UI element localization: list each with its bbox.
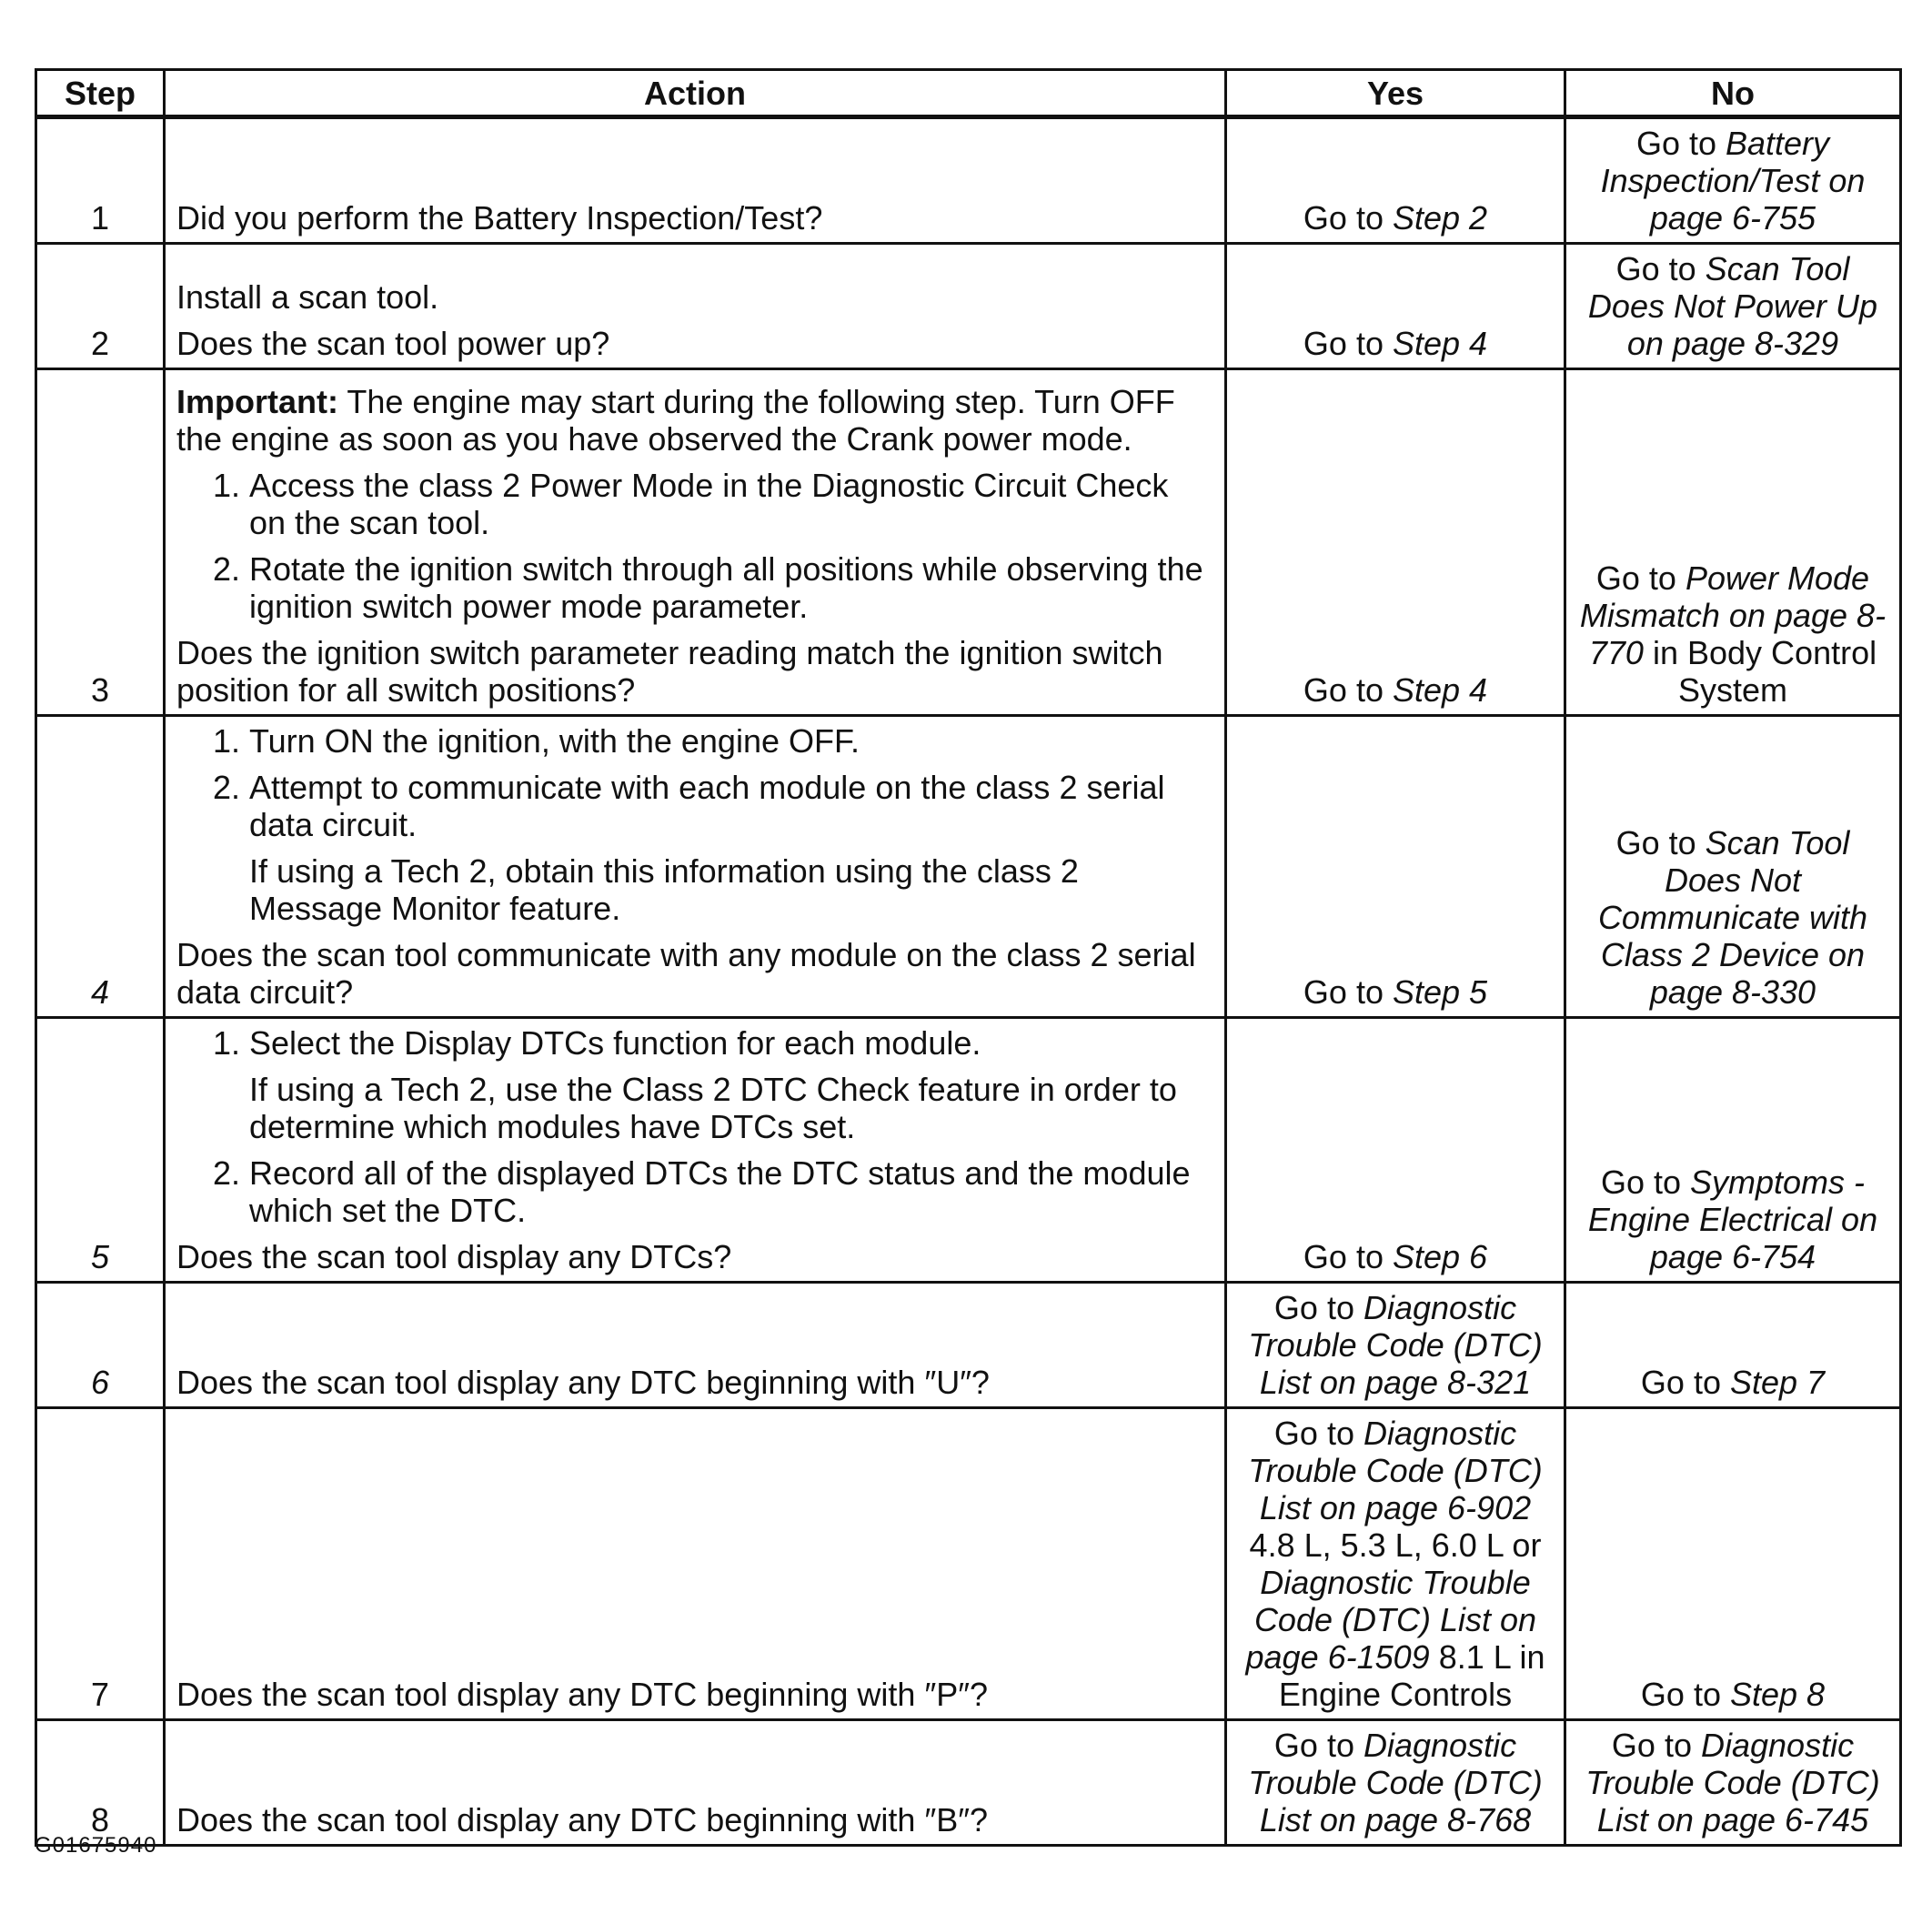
yes-cell	[1226, 1720, 1565, 1846]
important-note	[176, 383, 1213, 458]
step-number: 6	[36, 1283, 165, 1408]
no-prefix: Go to	[1615, 824, 1706, 861]
step-number: 3	[36, 369, 165, 716]
no-prefix: Go to	[1635, 125, 1726, 162]
step-number: 4	[36, 716, 165, 1018]
action-question: Does the scan tool power up?	[176, 325, 610, 362]
header-row	[36, 70, 1901, 117]
no-cell	[1565, 1018, 1901, 1283]
yes-prefix: Go to	[1303, 199, 1393, 237]
item-number: 1.	[212, 1024, 240, 1062]
item-text: Select the Display DTCs function for each module.	[249, 1024, 981, 1062]
header-step: Step	[36, 70, 165, 117]
yes-reference: Diagnostic Trouble Code (DTC) List on page 8-768	[1248, 1727, 1543, 1838]
yes-reference: Step 5	[1392, 973, 1488, 1011]
item-number: 2.	[212, 769, 240, 806]
no-prefix: Go to	[1640, 1364, 1730, 1401]
diagnostic-table	[35, 68, 1902, 1847]
no-cell	[1565, 369, 1901, 716]
yes-middle: 4.8 L, 5.3 L, 6.0 L or	[1249, 1526, 1542, 1564]
yes-cell	[1226, 369, 1565, 716]
no-cell	[1565, 117, 1901, 244]
yes-reference: Step 6	[1392, 1238, 1488, 1275]
yes-cell	[1226, 1283, 1565, 1408]
action-cell	[165, 1018, 1226, 1283]
action-cell	[165, 1408, 1226, 1720]
yes-reference: Diagnostic Trouble Code (DTC) List on page 6-902	[1248, 1415, 1543, 1526]
yes-prefix: Go to	[1273, 1727, 1363, 1764]
header-action: Action	[165, 70, 1226, 117]
no-prefix: Go to	[1595, 559, 1685, 597]
action-question: Does the scan tool display any DTC beginning with ″B″?	[176, 1801, 988, 1838]
yes-cell	[1226, 117, 1565, 244]
action-cell	[165, 1283, 1226, 1408]
yes-cell	[1226, 244, 1565, 369]
numbered-item	[176, 769, 1213, 843]
table-row	[36, 117, 1901, 244]
action-cell	[165, 244, 1226, 369]
no-cell	[1565, 1720, 1901, 1846]
action-question: Does the scan tool communicate with any module on the class 2 serial data circuit?	[176, 936, 1196, 1011]
item-text: Attempt to communicate with each module on the class 2 serial data circuit.	[249, 769, 1165, 843]
step-number: 7	[36, 1408, 165, 1720]
no-cell	[1565, 1283, 1901, 1408]
table-row	[36, 1018, 1901, 1283]
table-row	[36, 369, 1901, 716]
item-text: Turn ON the ignition, with the engine OFF.	[249, 722, 860, 760]
item-number: 2.	[212, 550, 240, 588]
no-reference: Symptoms - Engine Electrical on page 6-754	[1587, 1163, 1878, 1275]
important-text: The engine may start during the following step. Turn OFF the engine as soon as you have observed the Crank power mode.	[176, 383, 1175, 458]
item-note: If using a Tech 2, use the Class 2 DTC Check feature in order to determine which modules have DTCs set.	[249, 1071, 1177, 1145]
numbered-item	[176, 1154, 1213, 1229]
header-no: No	[1565, 70, 1901, 117]
yes-reference: Step 2	[1392, 199, 1488, 237]
yes-prefix: Go to	[1273, 1289, 1363, 1326]
action-question: Does the ignition switch parameter reading match the ignition switch position for all switch positions?	[176, 634, 1163, 709]
action-cell	[165, 716, 1226, 1018]
table-row	[36, 1408, 1901, 1720]
yes-prefix: Go to	[1273, 1415, 1363, 1452]
yes-cell	[1226, 716, 1565, 1018]
item-number: 2.	[212, 1154, 240, 1192]
step-number: 5	[36, 1018, 165, 1283]
no-cell	[1565, 716, 1901, 1018]
action-cell	[165, 1720, 1226, 1846]
no-suffix: in Body Control System	[1643, 634, 1877, 709]
item-text: Record all of the displayed DTCs the DTC status and the module which set the DTC.	[249, 1154, 1191, 1229]
yes-reference: Step 4	[1392, 671, 1488, 709]
no-prefix: Go to	[1600, 1163, 1691, 1201]
step-number: 1	[36, 117, 165, 244]
action-cell	[165, 117, 1226, 244]
no-reference: Battery Inspection/Test on page 6-755	[1600, 125, 1866, 237]
no-cell	[1565, 244, 1901, 369]
figure-id: G01675940	[35, 1833, 157, 1858]
action-question: Did you perform the Battery Inspection/Test?	[176, 199, 823, 237]
table-row	[36, 244, 1901, 369]
table-row	[36, 1283, 1901, 1408]
item-number: 1.	[212, 722, 240, 760]
no-prefix: Go to	[1611, 1727, 1701, 1764]
yes-prefix: Go to	[1303, 973, 1393, 1011]
yes-prefix: Go to	[1303, 1238, 1393, 1275]
numbered-item	[176, 467, 1213, 541]
no-reference: Step 8	[1729, 1676, 1826, 1713]
item-text: Rotate the ignition switch through all positions while observing the ignition switch power mode parameter.	[249, 550, 1203, 625]
header-yes: Yes	[1226, 70, 1565, 117]
yes-reference: Step 4	[1392, 325, 1488, 362]
item-note: If using a Tech 2, obtain this information using the class 2 Message Monitor feature.	[249, 852, 1079, 927]
numbered-item	[176, 1024, 1213, 1062]
action-paragraph: Install a scan tool.	[176, 278, 439, 316]
action-cell	[165, 369, 1226, 716]
yes-cell	[1226, 1408, 1565, 1720]
yes-reference: Diagnostic Trouble Code (DTC) List on page 8-321	[1248, 1289, 1543, 1401]
action-question: Does the scan tool display any DTCs?	[176, 1238, 732, 1275]
item-text: Access the class 2 Power Mode in the Diagnostic Circuit Check on the scan tool.	[249, 467, 1169, 541]
table-row	[36, 716, 1901, 1018]
numbered-item	[176, 722, 1213, 760]
numbered-item	[176, 550, 1213, 625]
step-number: 2	[36, 244, 165, 369]
yes-suffix: 8.1 L in Engine Controls	[1278, 1638, 1545, 1713]
yes-prefix: Go to	[1303, 671, 1393, 709]
no-reference: Step 7	[1729, 1364, 1826, 1401]
yes-reference: Diagnostic Trouble Code (DTC) List on page 6-1509	[1245, 1564, 1537, 1676]
action-question: Does the scan tool display any DTC beginning with ″U″?	[176, 1364, 990, 1401]
item-number: 1.	[212, 467, 240, 504]
important-label: Important:	[176, 383, 338, 420]
no-reference: Power Mode Mismatch on page 8-770	[1579, 559, 1887, 671]
no-prefix: Go to	[1615, 250, 1706, 287]
action-question: Does the scan tool display any DTC beginning with ″P″?	[176, 1676, 988, 1713]
no-reference: Scan Tool Does Not Communicate with Class 2 Device on page 8-330	[1597, 824, 1868, 1011]
no-reference: Scan Tool Does Not Power Up on page 8-329	[1587, 250, 1878, 362]
step-number: 8	[36, 1720, 165, 1846]
no-reference: Diagnostic Trouble Code (DTC) List on page 6-745	[1585, 1727, 1880, 1838]
yes-prefix: Go to	[1303, 325, 1393, 362]
no-cell	[1565, 1408, 1901, 1720]
no-prefix: Go to	[1640, 1676, 1730, 1713]
yes-cell	[1226, 1018, 1565, 1283]
table-row	[36, 1720, 1901, 1846]
